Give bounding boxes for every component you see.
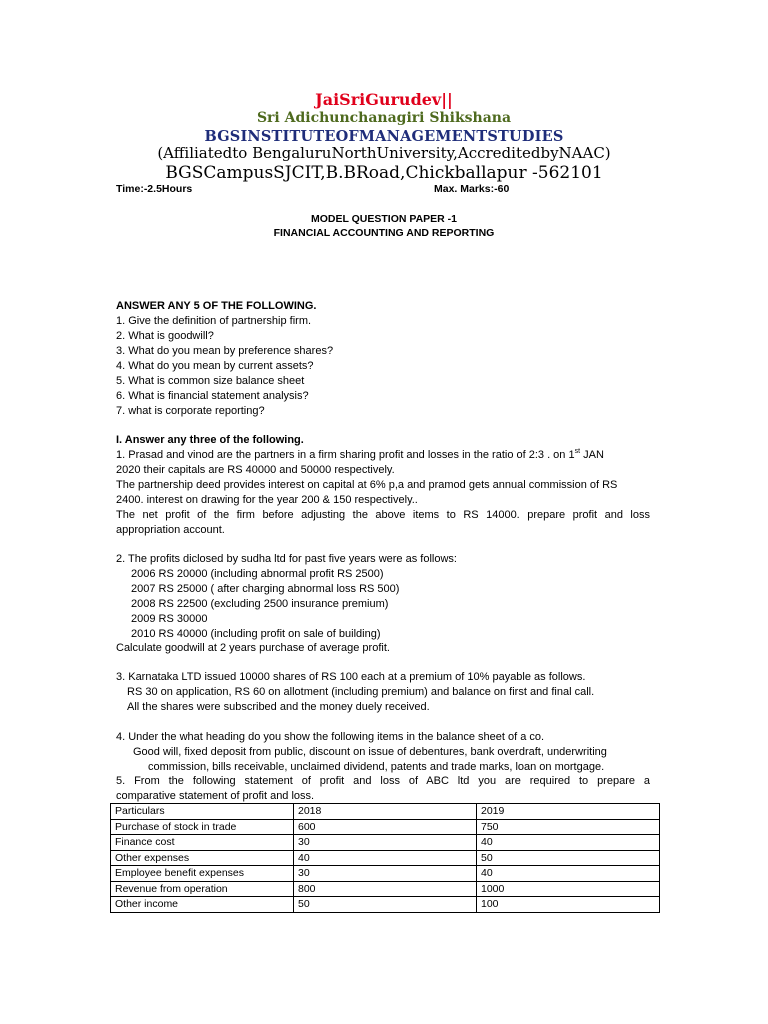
section-a-question: 7. what is corporate reporting? [116,405,265,417]
table-cell: Revenue from operation [111,881,294,897]
table-header-row [111,804,660,820]
q2-year-line: 2010 RS 40000 (including profit on sale of building) [131,628,381,640]
table-cell: 800 [294,881,477,897]
q3-line: All the shares were subscribed and the money duely received. [127,701,430,713]
section-a-heading: ANSWER ANY 5 OF THE FOLLOWING. [116,300,317,312]
table-cell: 40 [477,866,660,882]
table-header-cell: 2019 [477,804,660,820]
table-cell: Finance cost [111,835,294,851]
table-row [111,897,660,913]
q2-year-line: 2006 RS 20000 (including abnormal profit RS 2500) [131,568,384,580]
header-institute-name: BGSINSTITUTEOFMANAGEMENTSTUDIES [204,128,564,145]
table-row [111,819,660,835]
header-invocation: JaiSriGurudev|| [315,90,453,109]
profit-loss-table [110,803,660,913]
table-header-cell: 2018 [294,804,477,820]
q5-line: 5. From the following statement of profit and loss of ABC ltd you are required to prepare a [116,775,650,787]
paper-subject: FINANCIAL ACCOUNTING AND REPORTING [273,227,495,239]
table-cell: Other income [111,897,294,913]
table-cell: 100 [477,897,660,913]
q3-line: 3. Karnataka LTD issued 10000 shares of RS 100 each at a premium of 10% payable as follows. [116,671,586,683]
table-cell: 50 [294,897,477,913]
exam-time: Time:-2.5Hours [116,183,193,195]
q4-line: 4. Under the what heading do you show the following items in the balance sheet of a co. [116,731,545,743]
q2-intro: 2. The profits diclosed by sudha ltd for past five years were as follows: [116,553,457,565]
q5-line: comparative statement of profit and loss. [116,790,315,802]
q1-line: appropriation account. [116,524,225,536]
table-cell: 30 [294,866,477,882]
table-cell: 30 [294,835,477,851]
table-cell: Employee benefit expenses [111,866,294,882]
q1-line1-tail: JAN [580,449,604,461]
q1-line: The partnership deed provides interest on capital at 6% p,a and pramod gets annual commission of RS [116,479,618,491]
section-a-question: 2. What is goodwill? [116,330,214,342]
q2-year-line: 2008 RS 22500 (excluding 2500 insurance premium) [131,598,389,610]
section-a-question: 4. What do you mean by current assets? [116,360,314,372]
table-cell: Purchase of stock in trade [111,819,294,835]
header-address: BGSCampusSJCIT,B.BRoad,Chickballapur -562101 [165,163,603,183]
q2-year-line: 2007 RS 25000 ( after charging abnormal loss RS 500) [131,583,400,595]
section-a-question: 1. Give the definition of partnership firm. [116,315,312,327]
section-a-question: 3. What do you mean by preference shares? [116,345,334,357]
q2-closing: Calculate goodwill at 2 years purchase of average profit. [116,642,390,654]
q1-line: The net profit of the firm before adjusting the above items to RS 14000. prepare profit and loss [116,509,650,521]
table-cell: 40 [294,850,477,866]
q1-line [116,448,604,462]
q1-ordinal-sup: st [574,448,581,455]
q1-line: 2400. interest on drawing for the year 200 & 150 respectively.. [116,494,418,506]
table-cell: 40 [477,835,660,851]
exam-max-marks: Max. Marks:-60 [434,183,510,195]
paper-title: MODEL QUESTION PAPER -1 [310,213,458,225]
table-row [111,835,660,851]
section-a-question: 6. What is financial statement analysis? [116,390,309,402]
section-b-heading: I. Answer any three of the following. [116,434,304,446]
q3-line: RS 30 on application, RS 60 on allotment (including premium) and balance on first and final call. [127,686,595,698]
q4-line: Good will, fixed deposit from public, discount on issue of debentures, bank overdraft, underwriting [133,746,607,758]
section-a-question: 5. What is common size balance sheet [116,375,305,387]
header-affiliation: (Affiliatedto BengaluruNorthUniversity,AccreditedbyNAAC) [157,144,611,162]
table-row [111,881,660,897]
table-cell: 750 [477,819,660,835]
table-cell: 1000 [477,881,660,897]
q1-line1-text: 1. Prasad and vinod are the partners in a firm sharing profit and losses in the ratio of 2:3 . on 1 [116,449,575,461]
q2-year-line: 2009 RS 30000 [131,613,208,625]
table-cell: Other expenses [111,850,294,866]
table-row [111,850,660,866]
table-cell: 50 [477,850,660,866]
header-trust-name: Sri Adichunchanagiri Shikshana [256,110,512,126]
table-row [111,866,660,882]
q4-line: commission, bills receivable, unclaimed dividend, patents and trade marks, loan on mortgage. [148,761,605,773]
table-cell: 600 [294,819,477,835]
q1-line: 2020 their capitals are RS 40000 and 50000 respectively. [116,464,395,476]
table-header-cell: Particulars [111,804,294,820]
